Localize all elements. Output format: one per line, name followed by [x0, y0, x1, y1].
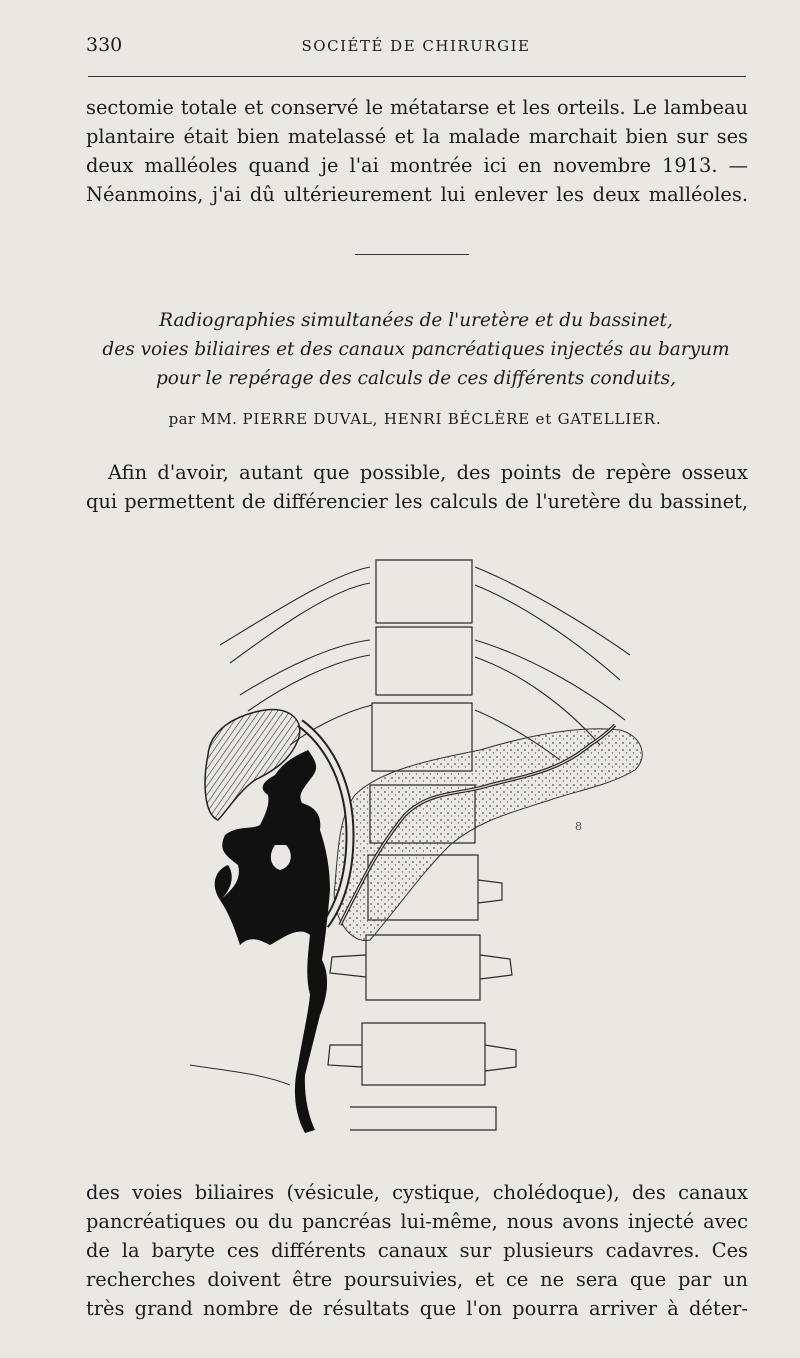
anatomical-figure: [180, 545, 660, 1145]
body-paragraph-2: [86, 1178, 748, 1323]
pancreas: [334, 729, 642, 941]
text-line: Afin d'avoir, autant que possible, des points de repère osseux: [108, 461, 748, 484]
intro-paragraph: [86, 93, 748, 209]
text-line: de la baryte ces différents canaux sur plusieurs cadavres. Ces: [86, 1239, 748, 1262]
text-line: très grand nombre de résultats que l'on pourra arriver à déter-: [86, 1297, 748, 1320]
text-line: plantaire était bien matelassé et la malade marchait bien sur ses: [86, 125, 748, 148]
title-line: des voies biliaires et des canaux pancréatiques injectés au baryum: [102, 339, 730, 360]
text-line: Néanmoins, j'ai dû ultérieurement lui enlever les deux malléoles.: [86, 183, 748, 206]
body-paragraph-1: [86, 458, 748, 516]
radiograph-drawing: [180, 545, 660, 1145]
renal-pelvis-and-ureter: [220, 750, 330, 1133]
text-line: des voies biliaires (vésicule, cystique, cholédoque), des canaux: [86, 1181, 748, 1204]
running-head: [86, 34, 746, 60]
text-line: deux malléoles quand je l'ai montrée ici en novembre 1913. —: [86, 154, 748, 177]
title-line: pour le repérage des calculs de ces différents conduits,: [155, 368, 677, 389]
text-line: qui permettent de différencier les calculs de l'uretère du bassinet,: [86, 490, 748, 513]
text-line: recherches doivent être poursuivies, et ce ne sera que par un: [86, 1268, 748, 1291]
page-number: 330: [86, 34, 123, 56]
article-authors: [0, 410, 800, 428]
authors-names: PIERRE DUVAL, HENRI BÉCLÈRE et GATELLIER.: [242, 410, 662, 428]
text-line: pancréatiques ou du pancréas lui-même, nous avons injecté avec: [86, 1210, 748, 1233]
svg-text:8: 8: [575, 820, 582, 833]
journal-title: SOCIÉTÉ DE CHIRURGIE: [301, 37, 531, 55]
text-line: sectomie totale et conservé le métatarse et les orteils. Le lambeau: [86, 96, 748, 119]
section-separator: [355, 254, 469, 255]
authors-prefix: par MM.: [168, 410, 238, 428]
title-line: Radiographies simultanées de l'uretère et du bassinet,: [159, 310, 673, 331]
article-title: [80, 306, 752, 393]
header-rule: [88, 76, 746, 77]
